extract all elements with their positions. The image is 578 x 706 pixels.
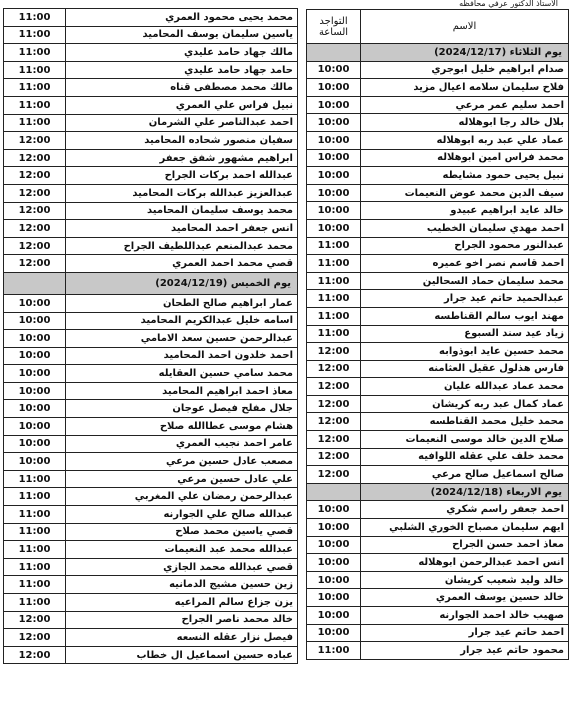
table-row	[4, 114, 298, 132]
table-row	[4, 418, 298, 436]
time-cell: 10:00	[4, 435, 66, 453]
name-cell: صهيب خالد احمد الجوارنه	[361, 607, 569, 625]
table-row	[4, 646, 298, 664]
time-cell: 12:00	[4, 629, 66, 647]
day-header-blank	[307, 483, 361, 501]
table-row	[4, 255, 298, 273]
time-cell: 10:00	[307, 571, 361, 589]
time-cell: 11:00	[307, 642, 361, 660]
name-cell: خالد عايد ابراهيم عبيدو	[361, 202, 569, 220]
name-cell: ابراهيم مشهور شفق جعفر	[66, 149, 298, 167]
name-cell: احمد خلدون احمد المحاميد	[66, 347, 298, 365]
name-cell: احمد مهدي سليمان الخطيب	[361, 219, 569, 237]
name-cell: عبدالعزيز عبدالله بركات المحاميد	[66, 184, 298, 202]
name-cell: سيف الدين محمد عوض النعيمات	[361, 184, 569, 202]
time-cell: 10:00	[307, 131, 361, 149]
time-cell: 10:00	[307, 61, 361, 79]
day-header-row	[4, 272, 298, 294]
name-cell: فلاح سليمان سلامه اعيال مزيد	[361, 79, 569, 97]
name-cell: خالد وليد شعيب كريشان	[361, 571, 569, 589]
time-cell: 11:00	[4, 44, 66, 62]
table-row	[4, 167, 298, 185]
time-cell: 12:00	[4, 237, 66, 255]
time-cell: 10:00	[4, 312, 66, 330]
time-cell: 12:00	[4, 149, 66, 167]
name-cell: احمد عبدالناصر علي الشرمان	[66, 114, 298, 132]
name-cell: محمد حسين عايد ابوذوابه	[361, 343, 569, 361]
time-cell: 10:00	[307, 536, 361, 554]
header-name-cell: الاسم	[361, 10, 569, 44]
name-cell: فيصل نزار عقله النسعه	[66, 629, 298, 647]
table-row	[307, 395, 569, 413]
name-cell: خالد حسين يوسف العمري	[361, 589, 569, 607]
table-row	[4, 294, 298, 312]
name-cell: جلال مفلح فيصل عوجان	[66, 400, 298, 418]
time-cell: 12:00	[4, 202, 66, 220]
table-row	[307, 607, 569, 625]
schedule-table-left	[3, 8, 298, 664]
table-row	[307, 624, 569, 642]
table-row	[4, 365, 298, 383]
table-row	[307, 448, 569, 466]
time-cell: 11:00	[4, 594, 66, 612]
name-cell: انس جعفر احمد المحاميد	[66, 220, 298, 238]
time-cell: 12:00	[4, 611, 66, 629]
name-cell: عباده حسين اسماعيل ال خطاب	[66, 646, 298, 664]
name-cell: محمد فراس امين ابوهلاله	[361, 149, 569, 167]
table-row	[4, 44, 298, 62]
name-cell: زياد عيد سند السبوع	[361, 325, 569, 343]
table-row	[307, 255, 569, 273]
name-cell: مصعب عادل حسين مرعي	[66, 453, 298, 471]
name-cell: عامر احمد نجيب العمري	[66, 435, 298, 453]
table-row	[4, 202, 298, 220]
table-row	[307, 642, 569, 660]
time-cell: 10:00	[4, 418, 66, 436]
table-row	[307, 219, 569, 237]
name-cell: عبدالحميد حاتم عيد جرار	[361, 290, 569, 308]
time-cell: 10:00	[4, 294, 66, 312]
name-cell: زين حسين مشيج الدمانيه	[66, 576, 298, 594]
name-cell: قصي محمد احمد العمري	[66, 255, 298, 273]
time-cell: 12:00	[4, 132, 66, 150]
table-row	[4, 184, 298, 202]
name-cell: احمد قاسم نصر اخو عميره	[361, 255, 569, 273]
table-row	[4, 382, 298, 400]
time-cell: 11:00	[307, 307, 361, 325]
table-row	[4, 541, 298, 559]
name-cell: خالد محمد ناصر الجراح	[66, 611, 298, 629]
name-cell: محمد سامي حسين العقايله	[66, 365, 298, 383]
name-cell: عبدالله صالح علي الجوارنه	[66, 506, 298, 524]
day-header-blank	[4, 272, 66, 294]
time-cell: 12:00	[4, 167, 66, 185]
day-header: يوم الخميس (2024/12/19)	[66, 272, 298, 294]
time-cell: 10:00	[307, 202, 361, 220]
table-row	[4, 312, 298, 330]
name-cell: صدام ابراهيم خليل ابوجري	[361, 61, 569, 79]
time-cell: 10:00	[307, 96, 361, 114]
time-cell: 12:00	[307, 413, 361, 431]
table-row	[307, 571, 569, 589]
name-cell: علي عادل حسين مرعي	[66, 470, 298, 488]
time-cell: 10:00	[4, 347, 66, 365]
table-row	[307, 79, 569, 97]
time-cell: 11:00	[4, 541, 66, 559]
table-row	[307, 114, 569, 132]
table-row	[4, 96, 298, 114]
table-row	[4, 576, 298, 594]
name-cell: قصي ياسين محمد صلاح	[66, 523, 298, 541]
table-row	[4, 488, 298, 506]
name-cell: معاذ احمد حسن الجراح	[361, 536, 569, 554]
time-cell: 12:00	[307, 448, 361, 466]
name-cell: معاذ احمد ابراهيم المحاميد	[66, 382, 298, 400]
time-cell: 10:00	[307, 149, 361, 167]
time-cell: 11:00	[4, 523, 66, 541]
time-cell: 10:00	[307, 167, 361, 185]
time-cell: 10:00	[4, 365, 66, 383]
table-row	[307, 96, 569, 114]
name-cell: انس احمد عبدالرحمن ابوهلاله	[361, 554, 569, 572]
name-cell: سفيان منصور شحاده المحاميد	[66, 132, 298, 150]
name-cell: حامد جهاد حامد عليدي	[66, 61, 298, 79]
table-row	[4, 506, 298, 524]
name-cell: احمد سليم عمر مرعي	[361, 96, 569, 114]
day-header: يوم الاربعاء (2024/12/18)	[361, 483, 569, 501]
table-row	[307, 519, 569, 537]
time-cell: 10:00	[307, 624, 361, 642]
time-cell: 10:00	[4, 330, 66, 348]
table-row	[307, 589, 569, 607]
name-cell: محمد يحيى محمود العمري	[66, 9, 298, 27]
table-row	[307, 202, 569, 220]
name-cell: اسامه خليل عبدالكريم المحاميد	[66, 312, 298, 330]
time-cell: 10:00	[4, 400, 66, 418]
time-cell: 11:00	[307, 255, 361, 273]
table-row	[307, 378, 569, 396]
table-row	[307, 61, 569, 79]
table-row	[4, 400, 298, 418]
name-cell: ياسين سليمان يوسف المحاميد	[66, 26, 298, 44]
time-cell: 12:00	[307, 360, 361, 378]
time-cell: 10:00	[4, 382, 66, 400]
table-row	[4, 523, 298, 541]
table-row	[307, 413, 569, 431]
table-row	[307, 343, 569, 361]
time-cell: 12:00	[307, 343, 361, 361]
time-cell: 10:00	[307, 519, 361, 537]
time-cell: 10:00	[307, 554, 361, 572]
time-cell: 12:00	[4, 646, 66, 664]
time-cell: 12:00	[307, 431, 361, 449]
name-cell: صلاح الدين خالد موسى النعيمات	[361, 431, 569, 449]
table-row	[307, 167, 569, 185]
name-cell: عبدالله احمد بركات الجراح	[66, 167, 298, 185]
name-cell: مالك محمد مصطفى قناه	[66, 79, 298, 97]
name-cell: عماد كمال عبد ربه كريشان	[361, 395, 569, 413]
name-cell: يزن جزاع سالم المراعيه	[66, 594, 298, 612]
schedule-table-right	[306, 9, 569, 660]
table-row	[4, 611, 298, 629]
name-cell: احمد حاتم عيد جرار	[361, 624, 569, 642]
time-cell: 10:00	[307, 607, 361, 625]
table-row	[307, 149, 569, 167]
header-time-cell	[307, 10, 361, 44]
name-cell: محمد عبدالمنعم عبداللطيف الجراح	[66, 237, 298, 255]
time-cell: 11:00	[4, 61, 66, 79]
table-row	[4, 470, 298, 488]
time-cell: 11:00	[4, 79, 66, 97]
name-cell: هشام موسى عطاالله صلاح	[66, 418, 298, 436]
time-cell: 11:00	[307, 272, 361, 290]
time-cell: 12:00	[4, 255, 66, 273]
time-cell: 11:00	[4, 26, 66, 44]
name-cell: محمد خلف علي عقله اللوافيه	[361, 448, 569, 466]
time-cell: 11:00	[307, 325, 361, 343]
table-row	[4, 61, 298, 79]
name-cell: نبيل فراس علي العمري	[66, 96, 298, 114]
time-cell: 12:00	[307, 466, 361, 484]
name-cell: احمد جعفر راسم شكري	[361, 501, 569, 519]
time-cell: 11:00	[4, 506, 66, 524]
table-row	[4, 237, 298, 255]
table-row	[4, 347, 298, 365]
time-cell: 11:00	[4, 488, 66, 506]
time-cell: 11:00	[4, 96, 66, 114]
table-row	[4, 79, 298, 97]
day-header-blank	[307, 44, 361, 62]
table-row	[4, 132, 298, 150]
table-row	[307, 360, 569, 378]
table-row	[4, 149, 298, 167]
table-row	[307, 536, 569, 554]
table-row	[4, 558, 298, 576]
name-cell: محمد سليمان حماد السحالين	[361, 272, 569, 290]
time-cell: 11:00	[4, 9, 66, 27]
name-cell: مالك جهاد حامد عليدي	[66, 44, 298, 62]
time-cell: 10:00	[307, 79, 361, 97]
time-cell: 12:00	[4, 184, 66, 202]
table-row	[4, 453, 298, 471]
table-row	[307, 184, 569, 202]
table-row	[307, 466, 569, 484]
name-cell: مهند ايوب سالم القناطسه	[361, 307, 569, 325]
table-row	[4, 629, 298, 647]
name-cell: محمود حاتم عيد جرار	[361, 642, 569, 660]
time-cell: 11:00	[4, 114, 66, 132]
time-cell: 11:00	[307, 237, 361, 255]
table-row	[307, 554, 569, 572]
table-row	[307, 307, 569, 325]
name-cell: محمد يوسف سليمان المحاميد	[66, 202, 298, 220]
time-cell: 12:00	[307, 378, 361, 396]
table-row	[307, 431, 569, 449]
time-cell: 11:00	[307, 290, 361, 308]
table-row	[4, 594, 298, 612]
name-cell: صالح اسماعيل صالح مرعي	[361, 466, 569, 484]
name-cell: نبيل يحيى حمود مشايطه	[361, 167, 569, 185]
table-row	[4, 435, 298, 453]
table-row	[4, 9, 298, 27]
name-cell: عماد علي عبد ربه ابوهلاله	[361, 131, 569, 149]
table-row	[307, 131, 569, 149]
name-cell: عبدالرحمن رمضان علي المغربي	[66, 488, 298, 506]
day-header: يوم الثلاثاء (2024/12/17)	[361, 44, 569, 62]
table-row	[307, 237, 569, 255]
page-top-note: الأستاذ الدكتور عرفي محافظه	[459, 0, 558, 8]
time-cell: 10:00	[4, 453, 66, 471]
time-cell: 10:00	[307, 589, 361, 607]
time-cell: 10:00	[307, 501, 361, 519]
table-row	[4, 330, 298, 348]
table-row	[307, 325, 569, 343]
time-cell: 12:00	[307, 395, 361, 413]
table-header-row	[307, 10, 569, 44]
name-cell: عبدالنور محمود الجراح	[361, 237, 569, 255]
name-cell: محمد عماد عبدالله عليان	[361, 378, 569, 396]
day-header-row	[307, 483, 569, 501]
header-time-line1: التواجد	[319, 15, 348, 27]
time-cell: 10:00	[307, 184, 361, 202]
name-cell: ايهم سليمان مصباح الخوري الشلبي	[361, 519, 569, 537]
name-cell: محمد خليل محمد القناطسه	[361, 413, 569, 431]
table-row	[307, 501, 569, 519]
header-time-line2: الساعة	[318, 26, 349, 38]
name-cell: عبدالرحمن حسين سعد الامامي	[66, 330, 298, 348]
name-cell: قصي عبدالله محمد الجازي	[66, 558, 298, 576]
name-cell: عمار ابراهيم صالح الطحان	[66, 294, 298, 312]
time-cell: 10:00	[307, 219, 361, 237]
time-cell: 10:00	[307, 114, 361, 132]
time-cell: 11:00	[4, 576, 66, 594]
time-cell: 11:00	[4, 470, 66, 488]
time-cell: 12:00	[4, 220, 66, 238]
time-cell: 11:00	[4, 558, 66, 576]
table-row	[307, 272, 569, 290]
table-row	[307, 290, 569, 308]
table-row	[4, 26, 298, 44]
name-cell: فارس هذلول عقيل العثامنه	[361, 360, 569, 378]
day-header-row	[307, 44, 569, 62]
table-row	[4, 220, 298, 238]
name-cell: بلال خالد رجا ابوهلاله	[361, 114, 569, 132]
name-cell: عبدالله محمد عبد النعيمات	[66, 541, 298, 559]
